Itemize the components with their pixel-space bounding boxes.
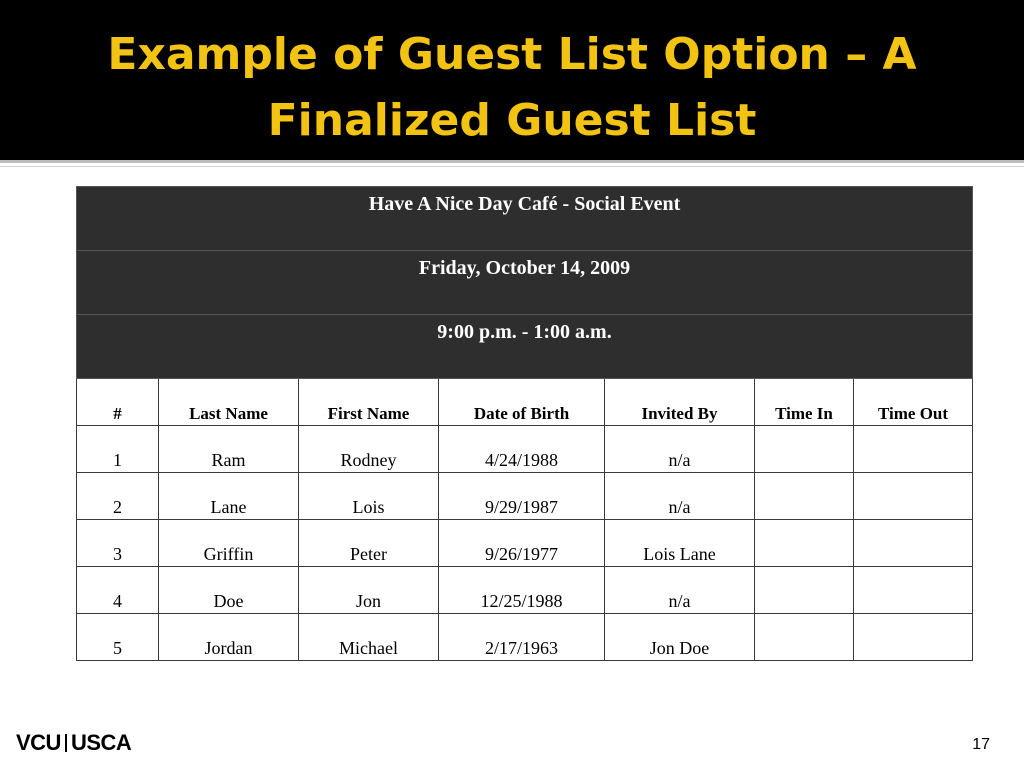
table-cell: 5 (77, 614, 159, 661)
table-cell: Lois (299, 473, 439, 520)
table-cell: Rodney (299, 426, 439, 473)
table-cell: Jon (299, 567, 439, 614)
table-header-row (77, 379, 973, 426)
table-cell (854, 520, 973, 567)
table-cell: Doe (159, 567, 299, 614)
table-cell (854, 614, 973, 661)
table-row (77, 426, 973, 473)
table-cell (854, 473, 973, 520)
vcu-usca-logo (16, 730, 131, 756)
logo-usca-text: USCA (70, 730, 132, 755)
table-row (77, 473, 973, 520)
table-cell (755, 473, 854, 520)
column-header: Invited By (605, 379, 755, 426)
column-header: Time In (755, 379, 854, 426)
table-cell: Lois Lane (605, 520, 755, 567)
table-cell: 2 (77, 473, 159, 520)
table-cell (854, 567, 973, 614)
table-cell: 3 (77, 520, 159, 567)
page-number: 17 (972, 736, 990, 753)
table-cell: Jordan (159, 614, 299, 661)
table-cell (755, 426, 854, 473)
logo-divider (65, 734, 67, 752)
table-cell: Jon Doe (605, 614, 755, 661)
slide-title: Example of Guest List Option – A Finalized Guest List (107, 29, 917, 146)
table-cell: 4/24/1988 (439, 426, 605, 473)
title-divider (0, 160, 1024, 163)
title-divider-thin (0, 166, 1024, 167)
table-cell: Ram (159, 426, 299, 473)
column-header: Date of Birth (439, 379, 605, 426)
table-cell: Peter (299, 520, 439, 567)
table-cell: Griffin (159, 520, 299, 567)
event-date: Friday, October 14, 2009 (77, 251, 973, 315)
table-row (77, 567, 973, 614)
table-cell: 9/29/1987 (439, 473, 605, 520)
table-cell: 2/17/1963 (439, 614, 605, 661)
column-header: Last Name (159, 379, 299, 426)
table-cell: 9/26/1977 (439, 520, 605, 567)
column-header: # (77, 379, 159, 426)
table-cell: 12/25/1988 (439, 567, 605, 614)
logo-vcu-text: VCU (16, 730, 61, 755)
event-name: Have A Nice Day Café - Social Event (77, 187, 973, 251)
event-time: 9:00 p.m. - 1:00 a.m. (77, 315, 973, 379)
table-cell: n/a (605, 426, 755, 473)
column-header: First Name (299, 379, 439, 426)
guest-list-table (76, 186, 973, 661)
table-cell (755, 520, 854, 567)
table-row (77, 614, 973, 661)
table-cell (854, 426, 973, 473)
table-cell: Michael (299, 614, 439, 661)
table-cell (755, 567, 854, 614)
column-header: Time Out (854, 379, 973, 426)
table-row (77, 520, 973, 567)
table-cell: Lane (159, 473, 299, 520)
table-cell: 1 (77, 426, 159, 473)
table-cell: 4 (77, 567, 159, 614)
table-cell (755, 614, 854, 661)
table-cell: n/a (605, 567, 755, 614)
table-cell: n/a (605, 473, 755, 520)
